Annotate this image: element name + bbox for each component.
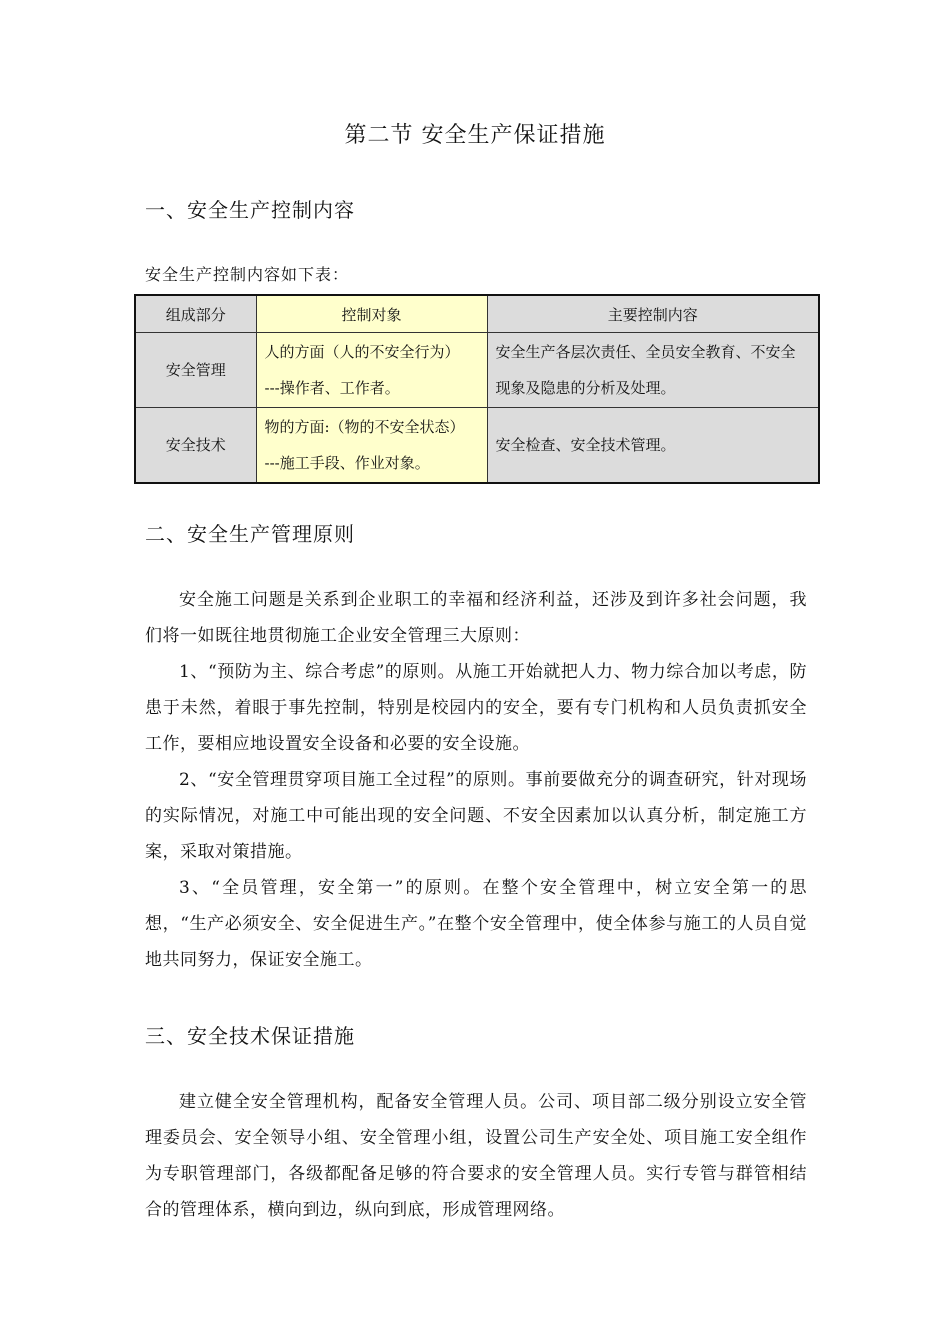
object-line: 物的方面:（物的不安全状态） xyxy=(264,418,465,436)
table-row xyxy=(135,408,819,484)
table-cell-part: 安全管理 xyxy=(135,333,256,408)
table-intro: 安全生产控制内容如下表： xyxy=(145,265,350,284)
object-line: ---操作者、工作者。 xyxy=(264,379,400,397)
table-cell-content: 安全检查、安全技术管理。 xyxy=(487,408,819,484)
paragraph: 1、“预防为主、综合考虑”的原则。从施工开始就把人力、物力综合加以考虑，防患于未然，着眼于事先控制，特别是校园内的安全，要有专门机构和人员负责抓安全工作，要相应地设置安全设备和必要的安全设施。 xyxy=(145,662,807,754)
table-row xyxy=(135,333,819,408)
control-content-table xyxy=(134,294,820,484)
paragraph: 2、“安全管理贯穿项目施工全过程”的原则。事前要做充分的调查研究，针对现场的实际情况，对施工中可能出现的安全问题、不安全因素加以认真分析，制定施工方案，采取对策措施。 xyxy=(145,770,807,862)
section-2-body xyxy=(145,582,807,978)
section-heading-1: 一、安全生产控制内容 xyxy=(145,198,355,222)
table-header-cell: 组成部分 xyxy=(135,295,256,333)
page-title: 第二节 安全生产保证措施 xyxy=(344,123,606,148)
table-header-cell: 控制对象 xyxy=(256,295,487,333)
table-header-row xyxy=(135,295,819,333)
table-cell-content: 安全生产各层次责任、全员安全教育、不安全现象及隐患的分析及处理。 xyxy=(487,333,819,408)
section-heading-3: 三、安全技术保证措施 xyxy=(145,1024,355,1048)
paragraph: 建立健全安全管理机构，配备安全管理人员。公司、项目部二级分别设立安全管理委员会、安全领导小组、安全管理小组，设置公司生产安全处、项目施工安全组作为专职管理部门，各级都配备足够的符合要求的安全管理人员。实行专管与群管相结合的管理体系，横向到边，纵向到底，形成管理网络。 xyxy=(145,1092,807,1220)
table-cell-object xyxy=(256,333,487,408)
section-3-body xyxy=(145,1084,807,1228)
object-line: ---施工手段、作业对象。 xyxy=(264,454,430,472)
paragraph: 安全施工问题是关系到企业职工的幸福和经济利益，还涉及到许多社会问题，我们将一如既往地贯彻施工企业安全管理三大原则： xyxy=(145,590,807,646)
table-cell-object xyxy=(256,408,487,484)
table-header-cell: 主要控制内容 xyxy=(487,295,819,333)
paragraph: 3、“全员管理，安全第一”的原则。在整个安全管理中，树立安全第一的思想，“生产必须安全、安全促进生产。”在整个安全管理中，使全体参与施工的人员自觉地共同努力，保证安全施工。 xyxy=(145,878,807,970)
section-heading-2: 二、安全生产管理原则 xyxy=(145,522,355,546)
table-cell-part: 安全技术 xyxy=(135,408,256,484)
object-line: 人的方面（人的不安全行为） xyxy=(264,343,460,361)
